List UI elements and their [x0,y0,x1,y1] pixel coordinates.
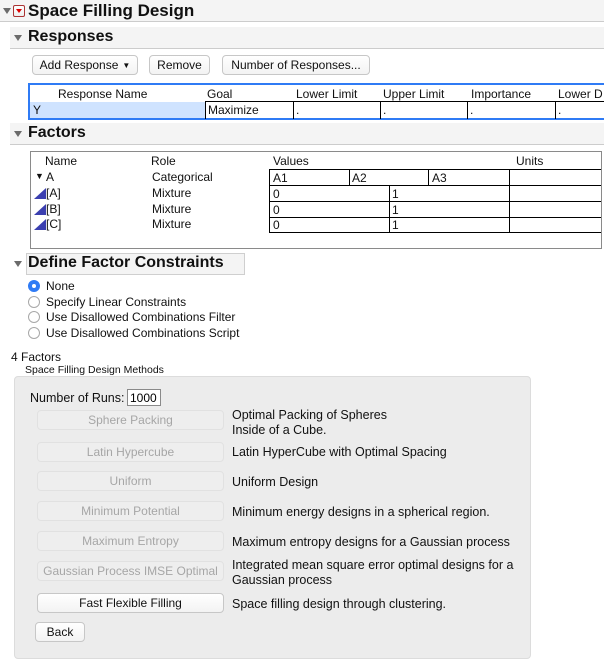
methods-panel-title: Space Filling Design Methods [25,364,164,376]
grid-line [428,169,429,185]
factor-value[interactable]: 1 [392,218,399,232]
column-header: Role [151,154,176,168]
factors-header [10,123,604,145]
responses-heading: Responses [28,28,114,45]
factor-role: Mixture [152,217,192,231]
cell-border [205,101,206,119]
factor-role: Categorical [152,170,213,184]
mixture-icon [34,188,46,199]
method-description: Latin HyperCube with Optimal Spacing [232,445,447,459]
grid-line [269,232,601,233]
response-name-cell[interactable]: Y [33,103,42,117]
factor-role: Mixture [152,202,192,216]
constraints-heading: Define Factor Constraints [28,254,224,271]
mixture-icon [34,204,46,215]
radio-label: None [46,279,75,293]
column-header: Values [273,154,309,168]
column-header: Upper Limit [383,87,445,101]
column-header: Units [516,154,544,168]
grid-line [269,169,270,233]
disclosure-triangle-icon[interactable] [14,261,22,267]
chevron-down-icon: ▼ [122,60,131,70]
add-response-button[interactable]: Add Response ▼ [32,55,138,75]
red-triangle-menu-icon[interactable] [13,5,25,17]
fast-flexible-filling-button[interactable]: Fast Flexible Filling [37,593,224,613]
factor-value[interactable]: 0 [273,218,280,232]
factor-value[interactable]: 0 [273,187,280,201]
column-header: Goal [207,87,233,101]
upper-limit-cell[interactable]: . [383,103,387,117]
method-description: Integrated mean square error optimal designs for a [232,558,514,572]
cell-border [380,101,381,119]
remove-button[interactable]: Remove [149,55,210,75]
column-header: Response Name [58,87,148,101]
method-description: Optimal Packing of Spheres [232,408,387,422]
method-description: Maximum entropy designs for a Gaussian process [232,535,510,549]
page-title: Space Filling Design [28,1,195,20]
factor-name[interactable]: [A] [46,186,61,200]
factor-value[interactable]: 1 [392,203,399,217]
row-divider [205,101,604,102]
lower-limit-cell[interactable]: . [296,103,300,117]
disclosure-triangle-icon[interactable] [14,131,22,137]
grid-line [389,185,390,233]
cell-border [467,101,468,119]
column-header: Name [45,154,78,168]
back-button[interactable]: Back [35,622,85,642]
column-header: Lower D [558,87,603,101]
factor-count: 4 Factors [11,350,62,364]
grid-line [349,169,350,185]
factor-value[interactable]: A2 [352,171,367,185]
method-description: Gaussian process [232,573,333,587]
radio-label: Specify Linear Constraints [46,295,187,309]
factor-name[interactable]: A [46,170,55,184]
cell-border [293,101,294,119]
factor-value[interactable]: 1 [392,187,399,201]
goal-cell[interactable]: Maximize [208,103,259,117]
grid-line [269,185,601,186]
column-header: Lower Limit [296,87,358,101]
radio-linear-constraints[interactable] [28,296,40,308]
factor-value[interactable]: 0 [273,203,280,217]
runs-input[interactable] [127,389,161,406]
cell-border [555,101,556,119]
factor-name[interactable]: [C] [46,217,62,231]
factors-heading: Factors [28,124,86,141]
minimum-potential-button[interactable]: Minimum Potential [37,501,224,521]
method-description: Uniform Design [232,475,319,489]
number-of-responses-button[interactable]: Number of Responses... [222,55,370,75]
grid-line [509,169,510,233]
grid-line [269,217,601,218]
expand-triangle-icon[interactable]: ▼ [35,171,44,181]
disclosure-triangle-icon[interactable] [14,35,22,41]
factor-name[interactable]: [B] [46,202,61,216]
importance-cell[interactable]: . [470,103,474,117]
factor-value[interactable]: A3 [432,171,447,185]
factor-role: Mixture [152,186,192,200]
runs-label: Number of Runs: [30,391,125,405]
gaussian-process-imse-button[interactable]: Gaussian Process IMSE Optimal [37,561,224,581]
column-header: Importance [471,87,532,101]
uniform-button[interactable]: Uniform [37,471,224,491]
latin-hypercube-button[interactable]: Latin Hypercube [37,442,224,462]
radio-none[interactable] [28,280,40,292]
method-description: Minimum energy designs in a spherical region. [232,505,490,519]
disclosure-triangle-icon[interactable] [3,8,11,14]
method-description: Space filling design through clustering. [232,597,447,611]
radio-disallowed-filter[interactable] [28,311,40,323]
maximum-entropy-button[interactable]: Maximum Entropy [37,531,224,551]
grid-line [269,201,601,202]
radio-disallowed-script[interactable] [28,327,40,339]
sphere-packing-button[interactable]: Sphere Packing [37,410,224,430]
factor-value[interactable]: A1 [273,171,288,185]
method-description: Inside of a Cube. [232,423,327,437]
radio-label: Use Disallowed Combinations Filter [46,310,236,324]
grid-line [269,169,601,170]
radio-label: Use Disallowed Combinations Script [46,326,240,340]
lower-d-cell[interactable]: . [558,103,562,117]
table-row-selection [30,102,205,118]
mixture-icon [34,219,46,230]
